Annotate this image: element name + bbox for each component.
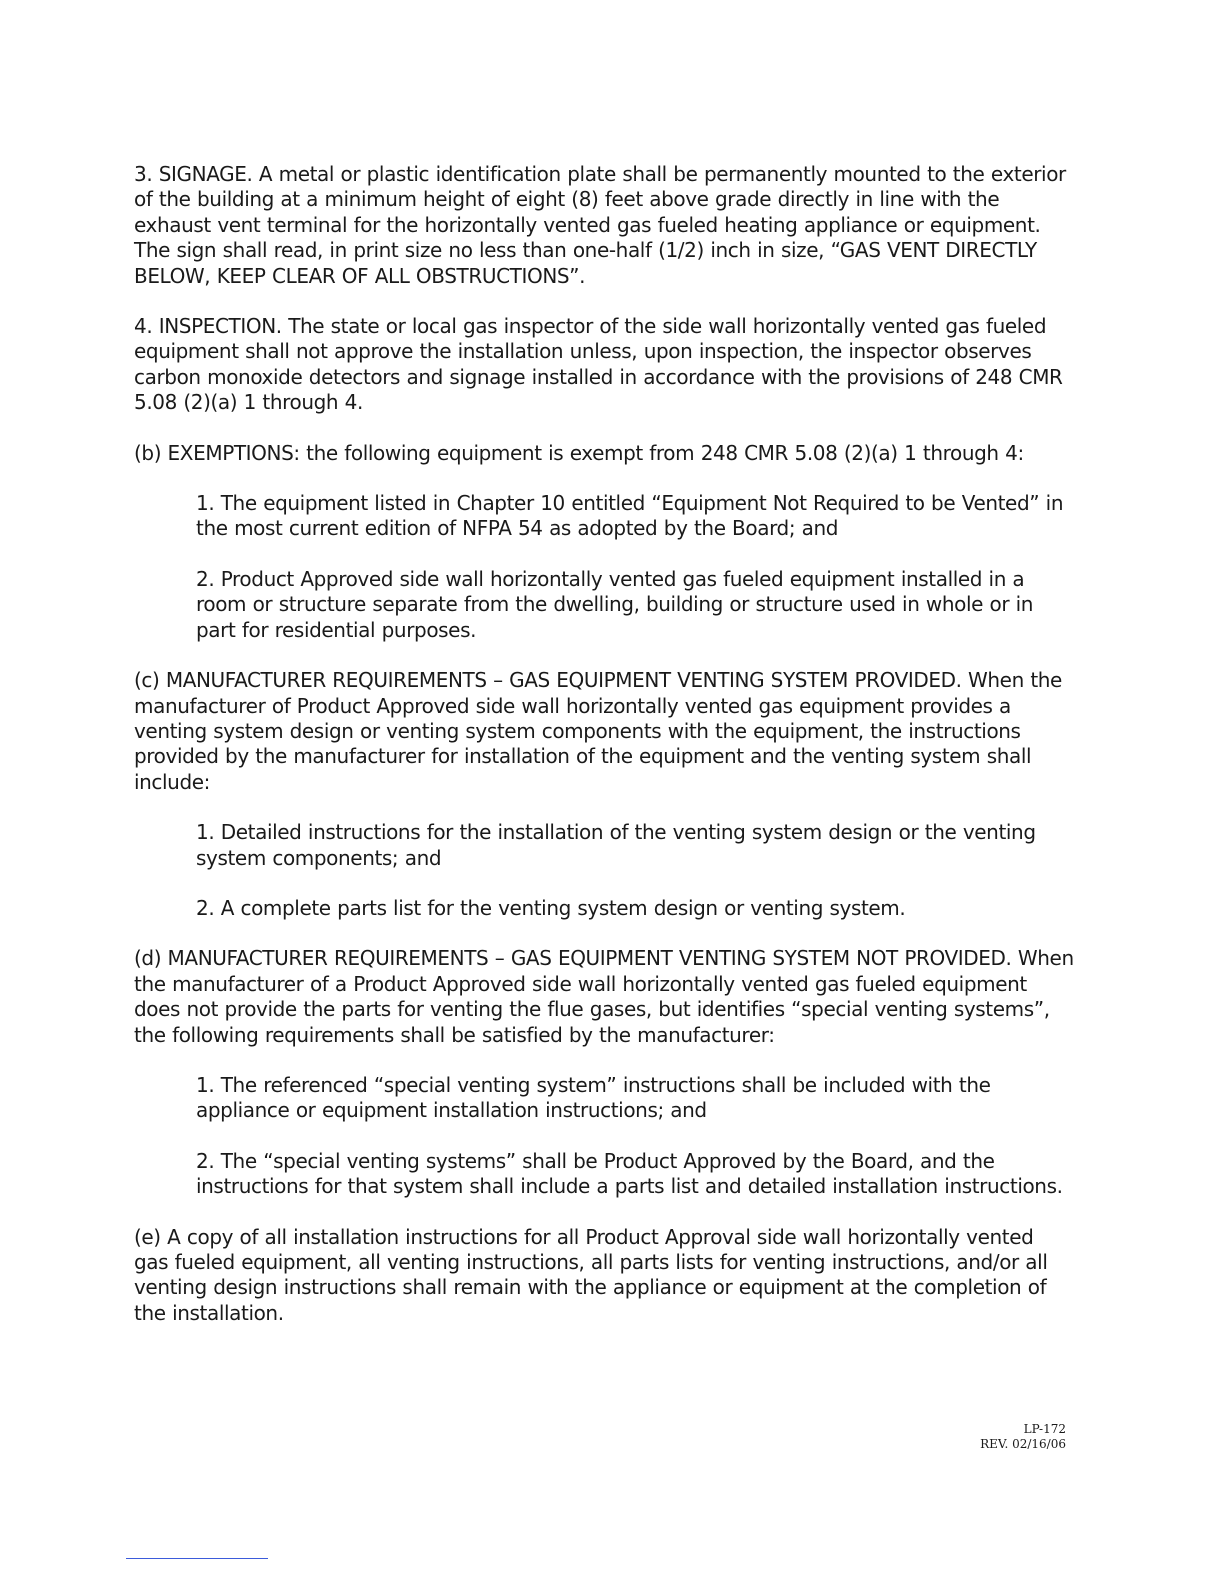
exemption-item-1: 1. The equipment listed in Chapter 10 entitled “Equipment Not Required to be Vented” in the most current edition of NFPA 54 as adopted by the Board; and [196, 491, 1064, 541]
venting-provided-item-1: 1. Detailed instructions for the installation of the venting system design or the venting system components; and [196, 820, 1036, 870]
venting-provided-item-2: 2. A complete parts list for the venting system design or venting system. [196, 895, 906, 920]
paragraph-exemptions: (b) EXEMPTIONS: the following equipment is exempt from 248 CMR 5.08 (2)(a) 1 through 4: [134, 440, 1024, 465]
revision-date: REV. 02/16/06 [980, 1437, 1066, 1451]
venting-not-provided-item-2: 2. The “special venting systems” shall be Product Approved by the Board, and the instructions for that system shall include a parts list and detailed installation instructions. [196, 1148, 1063, 1199]
form-number: LP-172 [1023, 1422, 1066, 1436]
exemption-item-2: 2. Product Approved side wall horizontally vented gas fueled equipment installed in a room or structure separate from the dwelling, building or structure used in whole or in part for residential purposes. [196, 566, 1034, 642]
paragraph-venting-not-provided: (d) MANUFACTURER REQUIREMENTS – GAS EQUIPMENT VENTING SYSTEM NOT PROVIDED. When the manufacturer of a Product Approved side wall horizontally vented gas fueled equipment does not provide the parts for venting the flue gases, but identifies “special venting systems”, the following requirements shall be satisfied by the manufacturer: [134, 946, 1074, 1047]
document-body [134, 162, 1074, 1351]
paragraph-installation-copy: (e) A copy of all installation instructions for all Product Approval side wall horizontally vented gas fueled equipment, all venting instructions, all parts lists for venting instructions, and/or all venting design instructions shall remain with the appliance or equipment at the completion of the installation. [134, 1224, 1048, 1325]
footnote-divider [126, 1558, 268, 1559]
paragraph-inspection: 4. INSPECTION. The state or local gas inspector of the side wall horizontally vented gas fueled equipment shall not approve the installation unless, upon inspection, the inspector observes carbon monoxide detectors and signage installed in accordance with the provisions of 248 CMR 5.08 (2)(a) 1 through 4. [134, 314, 1063, 415]
paragraph-signage: 3. SIGNAGE. A metal or plastic identification plate shall be permanently mounted to the exterior of the building at a minimum height of eight (8) feet above grade directly in line with the exhaust vent terminal for the horizontally vented gas fueled heating appliance or equipment. The sign shall read, in print size no less than one-half (1/2) inch in size, “GAS VENT DIRECTLY BELOW, KEEP CLEAR OF ALL OBSTRUCTIONS”. [134, 162, 1066, 288]
paragraph-venting-provided: (c) MANUFACTURER REQUIREMENTS – GAS EQUIPMENT VENTING SYSTEM PROVIDED. When the manufacturer of Product Approved side wall horizontally vented gas equipment provides a venting system design or venting system components with the equipment, the instructions provided by the manufacturer for installation of the equipment and the venting system shall include: [134, 668, 1062, 794]
venting-not-provided-item-1: 1. The referenced “special venting system” instructions shall be included with the appliance or equipment installation instructions; and [196, 1072, 991, 1123]
page-footer [960, 1422, 1066, 1452]
